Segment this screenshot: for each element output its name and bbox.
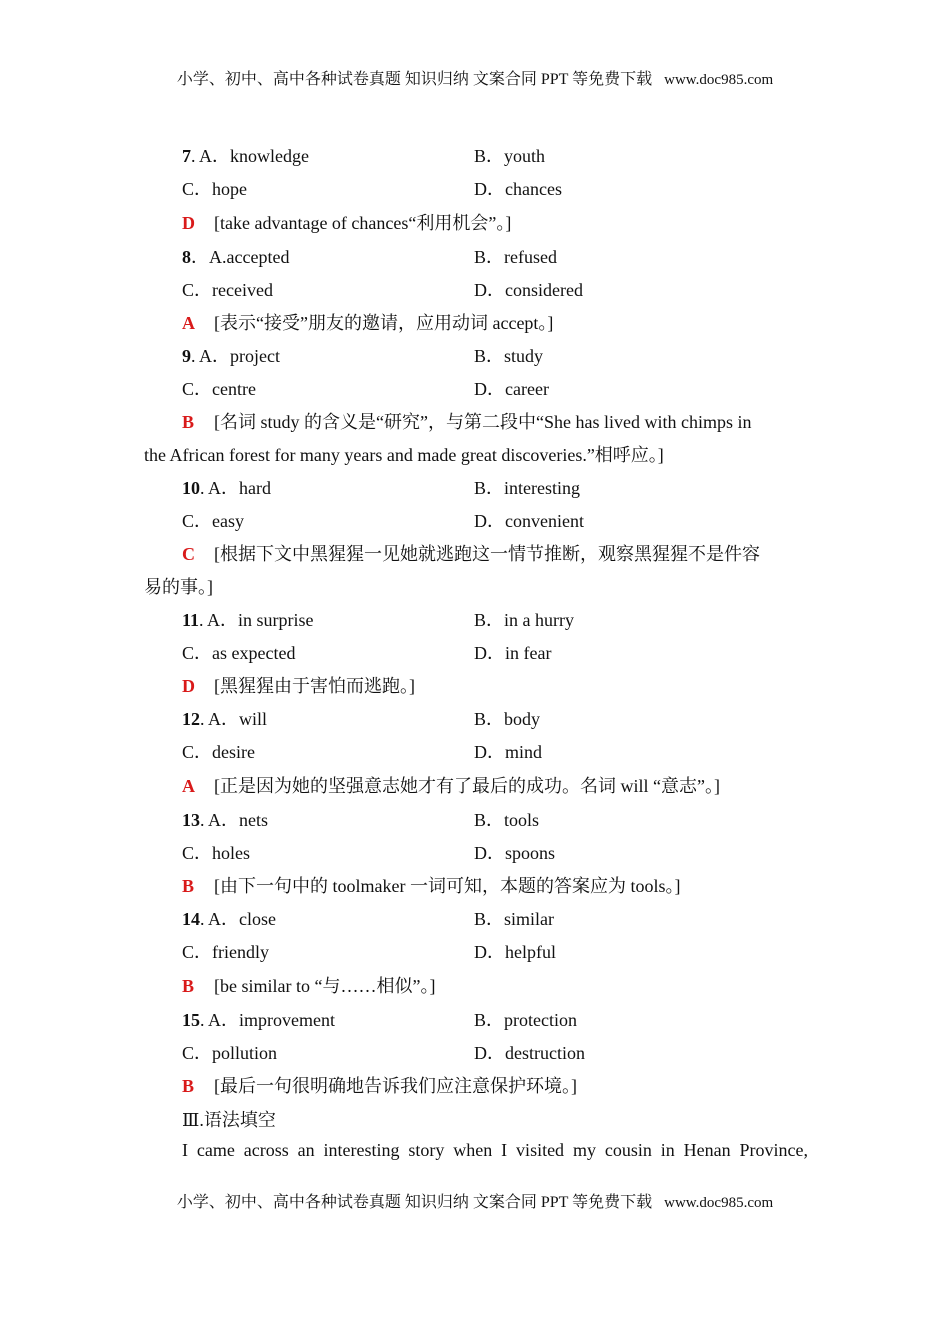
option-d: D．considered (474, 280, 583, 300)
answer-11 (182, 672, 415, 698)
header-text: 小学、初中、高中各种试卷真题 知识归纳 文案合同 PPT 等免费下载 (176, 71, 653, 88)
option-a: 14. A．close (182, 909, 276, 929)
section-title: Ⅲ.语法填空 (182, 1110, 276, 1130)
explanation: [由下一句中的 toolmaker 一词可知，本题的答案应为 tools。] (214, 876, 681, 896)
option-a: 7. A．knowledge (182, 146, 309, 166)
option-d: D．helpful (474, 942, 556, 962)
option-a: 12. A．will (182, 709, 268, 729)
option-b: B．study (474, 346, 544, 366)
passage-first-line: I came across an interesting story when I visited my cousin in Henan Province, (182, 1140, 808, 1160)
explanation: [take advantage of chances“利用机会”。] (214, 213, 512, 233)
explanation: [正是因为她的坚强意志她才有了最后的成功。名词 will “意志”。] (214, 776, 720, 796)
option-c: C．friendly (182, 942, 269, 962)
option-c: C．holes (182, 843, 251, 863)
option-d: D．destruction (474, 1043, 585, 1063)
option-b: B．similar (474, 909, 554, 929)
option-a: 11. A．in surprise (182, 610, 314, 630)
answer-key: A (182, 776, 195, 796)
answer-9 (182, 408, 808, 434)
option-b: B．protection (474, 1010, 577, 1030)
explanation: [最后一句很明确地告诉我们应注意保护环境。] (214, 1076, 577, 1096)
option-a: 10. A．hard (182, 478, 271, 498)
answer-10 (182, 540, 808, 566)
explanation: [be similar to “与……相似”。] (214, 976, 436, 996)
answer-8 (182, 309, 553, 335)
answer-13 (182, 872, 680, 898)
explanation-line-2: 易的事。] (144, 577, 213, 597)
footer-site: www.doc985.com (664, 1195, 774, 1211)
page-footer (0, 1189, 950, 1212)
option-c: C．centre (182, 379, 256, 399)
footer-text: 小学、初中、高中各种试卷真题 知识归纳 文案合同 PPT 等免费下载 (176, 1194, 653, 1211)
answer-12 (182, 772, 720, 798)
option-b: B．tools (474, 810, 540, 830)
answer-key: A (182, 313, 195, 333)
option-d: D．career (474, 379, 549, 399)
option-a: 8．A.accepted (182, 247, 290, 267)
option-a: 9. A．project (182, 346, 280, 366)
explanation: [表示“接受”朋友的邀请，应用动词 accept。] (214, 313, 554, 333)
option-b: B．interesting (474, 478, 580, 498)
option-c: C．easy (182, 511, 244, 531)
explanation-line-1: [名词 study 的含义是“研究”，与第二段中“She has lived with chimps in (214, 412, 752, 432)
explanation-line-2: the African forest for many years and made great discoveries.”相呼应。] (144, 445, 664, 465)
page-header (0, 66, 950, 89)
option-d: D．mind (474, 742, 543, 762)
option-d: D．in fear (474, 643, 552, 663)
answer-key: B (182, 976, 195, 996)
explanation: [黑猩猩由于害怕而逃跑。] (214, 676, 415, 696)
option-d: D．convenient (474, 511, 584, 531)
answer-key: D (182, 213, 195, 233)
explanation-line-1: [根据下文中黑猩猩一见她就逃跑这一情节推断，观察黑猩猩不是件容 (214, 544, 760, 564)
answer-7 (182, 209, 511, 235)
answer-14 (182, 972, 435, 998)
option-d: D．spoons (474, 843, 556, 863)
option-a: 13. A．nets (182, 810, 269, 830)
answer-key: C (182, 544, 195, 564)
option-b: B．in a hurry (474, 610, 574, 630)
option-a: 15. A．improvement (182, 1010, 335, 1030)
header-site: www.doc985.com (664, 72, 774, 88)
option-b: B．youth (474, 146, 546, 166)
option-b: B．body (474, 709, 541, 729)
option-c: C．received (182, 280, 273, 300)
answer-key: D (182, 676, 195, 696)
option-c: C．desire (182, 742, 255, 762)
option-c: C．as expected (182, 643, 296, 663)
option-c: C．hope (182, 179, 247, 199)
answer-15 (182, 1072, 577, 1098)
option-d: D．chances (474, 179, 562, 199)
answer-key: B (182, 876, 195, 896)
option-b: B．refused (474, 247, 557, 267)
answer-key: B (182, 1076, 195, 1096)
option-c: C．pollution (182, 1043, 278, 1063)
answer-key: B (182, 412, 195, 432)
